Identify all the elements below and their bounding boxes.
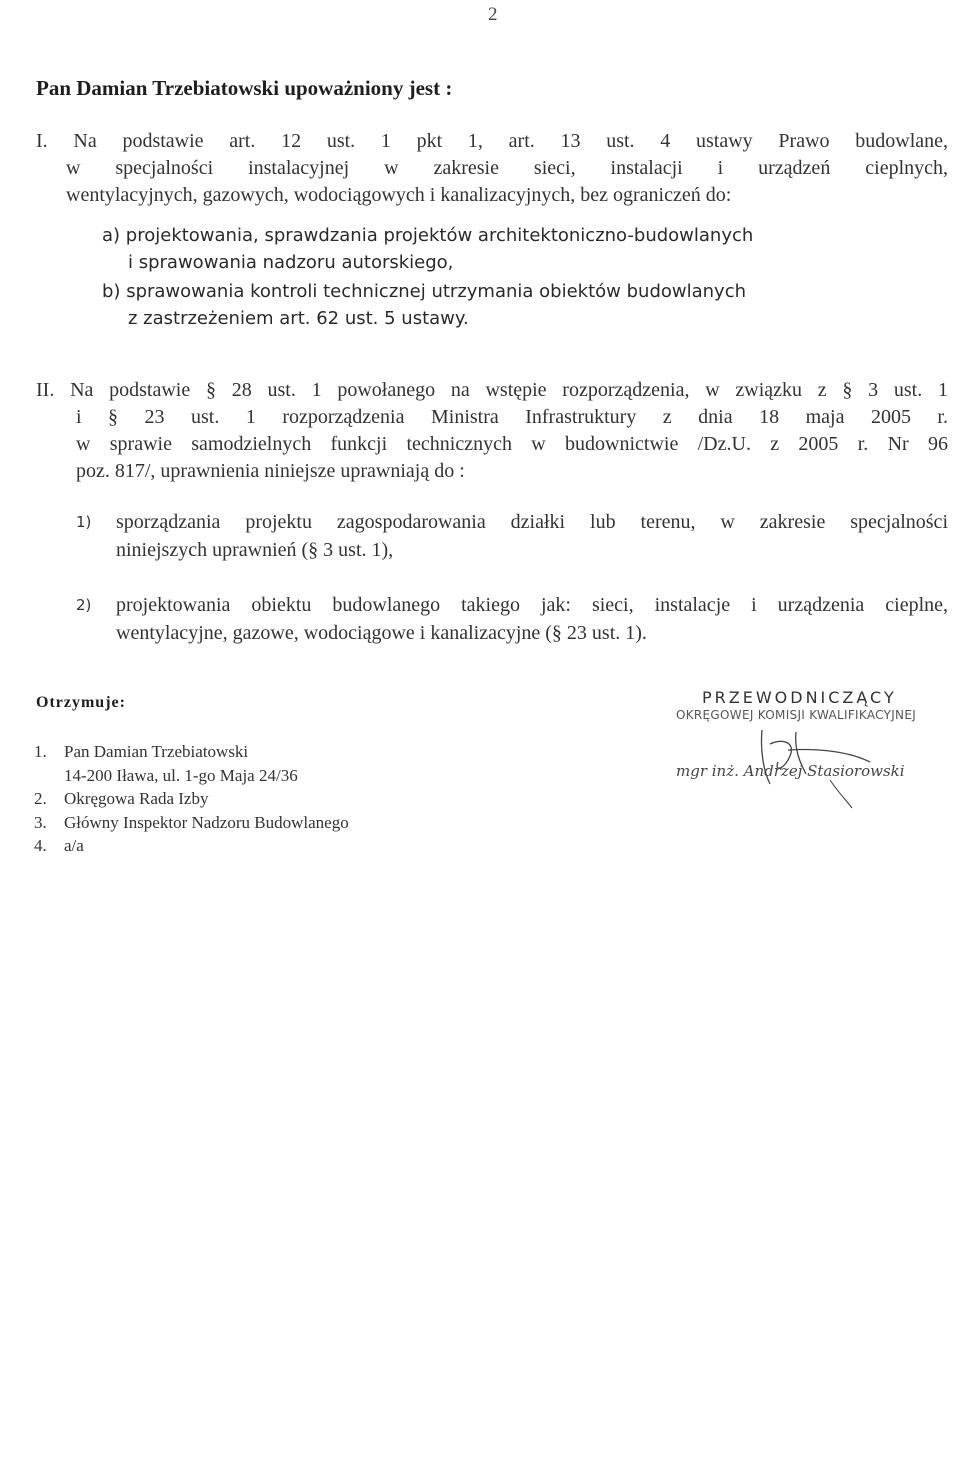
list-text: Okręgowa Rada Izby [64, 789, 209, 808]
section-2-item-2 [76, 591, 948, 647]
item-text-continued: niniejszych uprawnień (§ 3 ust. 1), [116, 539, 394, 561]
item-text: projektowania obiektu budowlanego takiego jak: sieci, instalacje i urządzenia cieplne, [116, 594, 948, 616]
item-marker: 2) [76, 596, 92, 614]
list-item [34, 787, 349, 811]
item-marker: b) [102, 281, 121, 302]
section-1 [36, 128, 948, 209]
list-number: 1. [34, 742, 47, 761]
list-item [34, 811, 349, 835]
list-number: 4. [34, 836, 47, 855]
document-heading: Pan Damian Trzebiatowski upoważniony jest : [36, 76, 453, 100]
list-text: Pan Damian Trzebiatowski [64, 742, 249, 761]
item-text: sprawowania kontroli technicznej utrzymania obiektów budowlanych [126, 281, 747, 302]
list-item [34, 834, 349, 858]
list-text: 14-200 Iława, ul. 1-go Maja 24/36 [64, 765, 298, 785]
section-1-line: wentylacyjnych, gazowych, wodociągowych i kanalizacyjnych, bez ograniczeń do: [66, 184, 732, 206]
section-1-line: w specjalności instalacyjnej w zakresie sieci, instalacji i urządzeń cieplnych, [66, 157, 948, 179]
page-number: 2 [488, 4, 498, 25]
section-1-line: I. Na podstawie art. 12 ust. 1 pkt 1, art. 13 ust. 4 ustawy Prawo budowlane, [36, 130, 948, 152]
list-text: Główny Inspektor Nadzoru Budowlanego [64, 812, 349, 832]
section-1-item-b [102, 278, 746, 332]
stamp-title: PRZEWODNICZĄCY [702, 688, 897, 707]
section-2-item-1 [76, 508, 948, 564]
section-2-line: w sprawie samodzielnych funkcji technicznych w budownictwie /Dz.U. z 2005 r. Nr 96 [76, 433, 948, 455]
list-text: a/a [64, 836, 84, 855]
signature [730, 722, 880, 812]
stamp-subtitle: OKRĘGOWEJ KOMISJI KWALIFIKACYJNEJ [676, 708, 917, 722]
item-marker: 1) [76, 513, 92, 531]
stamp-name: mgr inż. Andrzej Stasiorowski [676, 762, 905, 780]
item-text-continued: z zastrzeżeniem art. 62 ust. 5 ustawy. [128, 308, 469, 329]
item-text-continued: i sprawowania nadzoru autorskiego, [128, 252, 454, 273]
item-text: projektowania, sprawdzania projektów architektoniczno-budowlanych [125, 225, 754, 246]
list-item [34, 764, 349, 788]
section-2-line: poz. 817/, uprawnienia niniejsze uprawniają do : [76, 460, 465, 482]
list-number: 2. [34, 789, 47, 808]
list-number: 3. [34, 812, 47, 832]
item-text-continued: wentylacyjne, gazowe, wodociągowe i kanalizacyjne (§ 23 ust. 1). [116, 622, 647, 644]
section-2-line: i § 23 ust. 1 rozporządzenia Ministra Infrastruktury z dnia 18 maja 2005 r. [76, 406, 948, 428]
section-2-line: II. Na podstawie § 28 ust. 1 powołanego na wstępie rozporządzenia, w związku z § 3 ust. 1 [36, 379, 948, 401]
recipients-heading: Otrzymuje: [36, 694, 126, 711]
section-1-item-a [102, 222, 753, 276]
list-item [34, 740, 349, 764]
item-text: sporządzania projektu zagospodarowania działki lub terenu, w zakresie specjalności [116, 511, 948, 533]
section-2 [36, 377, 948, 485]
recipients-list [34, 740, 349, 858]
item-marker: a) [102, 225, 121, 246]
